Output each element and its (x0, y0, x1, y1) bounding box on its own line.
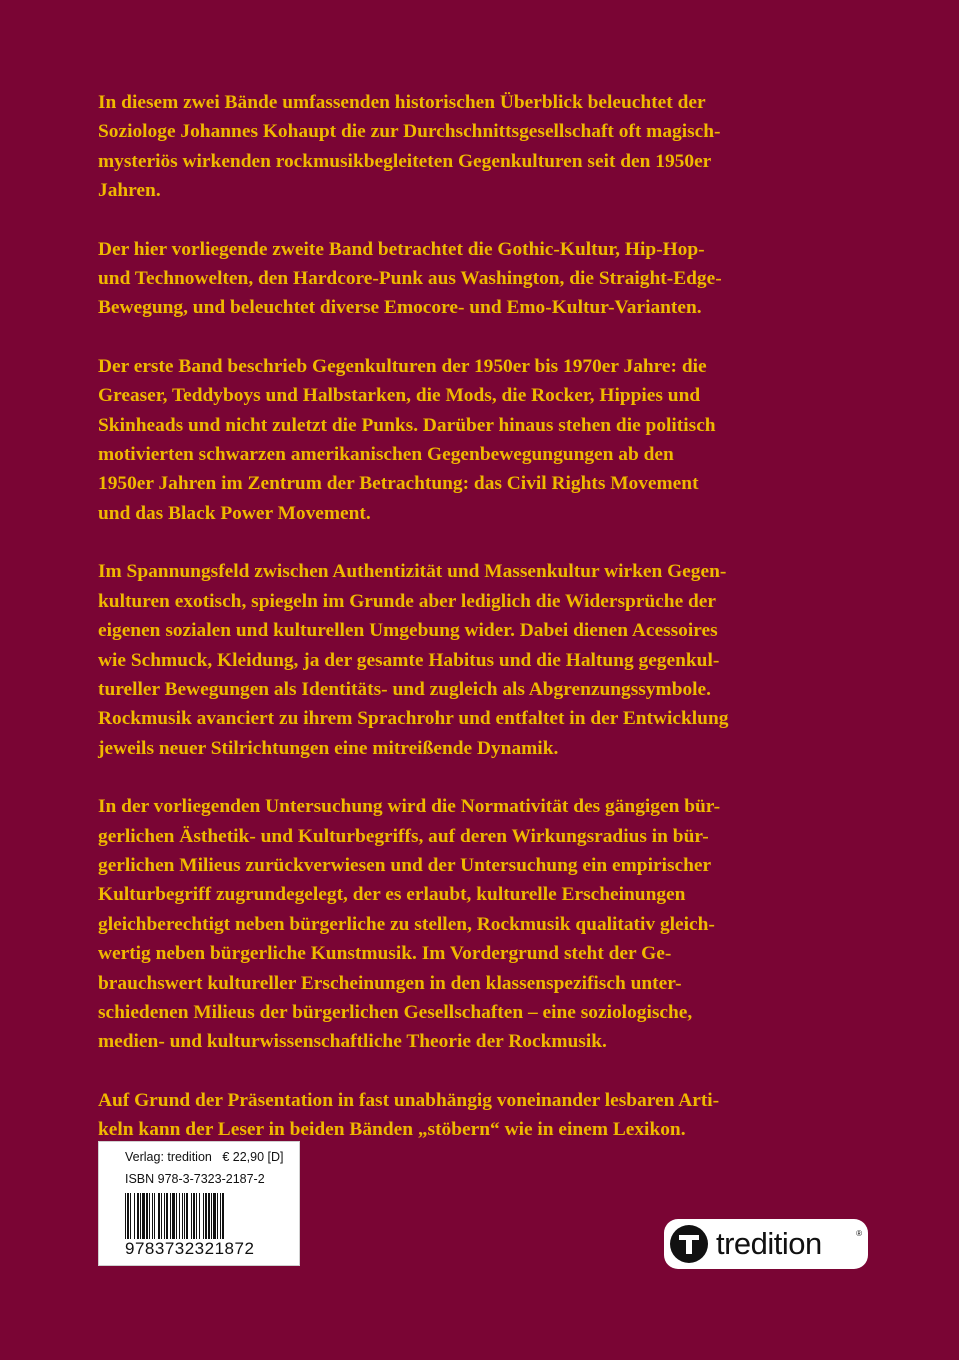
text-line: Auf Grund der Präsentation in fast unabhängig voneinander lesbaren Arti- (98, 1089, 720, 1111)
text-line: und Technowelten, den Hardcore-Punk aus Washington, die Straight-Edge- (98, 268, 722, 290)
logo-wordmark: tredition (716, 1226, 822, 1261)
registered-mark: ® (856, 1229, 862, 1238)
text-line: mysteriös wirkenden rockmusikbegleiteten Gegenkulturen seit den 1950er (98, 150, 712, 172)
text-line: jeweils neuer Stilrichtungen eine mitreißende Dynamik. (98, 737, 559, 759)
text-line: Im Spannungsfeld zwischen Authentizität und Massenkultur wirken Gegen- (98, 561, 727, 583)
text-line: schiedenen Milieus der bürgerlichen Gesellschaften – eine soziologische, (98, 1001, 693, 1023)
text-line: In der vorliegenden Untersuchung wird die Normativität des gängigen bür- (98, 796, 721, 818)
publisher-logo (664, 1219, 868, 1269)
paragraph-1 (98, 88, 878, 206)
text-line: Bewegung, und beleuchtet diverse Emocore- und Emo-Kultur-Varianten. (98, 297, 702, 319)
text-line: wertig neben bürgerliche Kunstmusik. Im Vordergrund steht der Ge- (98, 943, 672, 965)
back-cover-blurb (98, 88, 878, 1174)
text-line: Kulturbegriff zugrundegelegt, der es erlaubt, kulturelle Erscheinungen (98, 884, 686, 906)
price-isbn-box (98, 1141, 300, 1266)
text-line: 1950er Jahren im Zentrum der Betrachtung: das Civil Rights Movement (98, 473, 699, 495)
text-line: tureller Bewegungen als Identitäts- und zugleich als Abgrenzungssymbole. (98, 678, 712, 700)
text-line: keln kann der Leser in beiden Bänden „stöbern“ wie in einem Lexikon. (98, 1119, 686, 1141)
text-line: wie Schmuck, Kleidung, ja der gesamte Habitus und die Haltung gegenkul- (98, 649, 720, 671)
paragraph-5 (98, 792, 878, 1057)
text-line: gerlichen Ästhetik- und Kulturbegriffs, auf deren Wirkungsradius in bür- (98, 825, 709, 847)
barcode-icon (125, 1193, 277, 1239)
text-line: Greaser, Teddyboys und Halbstarken, die Mods, die Rocker, Hippies und (98, 385, 701, 407)
text-line: brauchswert kultureller Erscheinungen in den klassenspezifisch unter- (98, 972, 682, 994)
publisher-label: Verlag: tredition (125, 1150, 212, 1164)
barcode-digits: 9783732321872 (125, 1239, 255, 1258)
paragraph-4 (98, 557, 878, 763)
text-line: In diesem zwei Bände umfassenden historischen Überblick beleuchtet der (98, 92, 706, 113)
text-line: Jahren. (98, 180, 161, 202)
text-line: Soziologe Johannes Kohaupt die zur Durchschnittsgesellschaft oft magisch- (98, 121, 721, 143)
isbn-label: ISBN 978-3-7323-2187-2 (125, 1172, 265, 1186)
text-line: Rockmusik avanciert zu ihrem Sprachrohr und entfaltet in der Entwicklung (98, 708, 729, 730)
text-line: motivierten schwarzen amerikanischen Gegenbewegungungen ab den (98, 444, 674, 466)
paragraph-6 (98, 1086, 878, 1145)
text-line: medien- und kulturwissenschaftliche Theorie der Rockmusik. (98, 1031, 607, 1053)
tredition-t-icon (670, 1225, 708, 1263)
text-line: gerlichen Milieus zurückverwiesen und der Untersuchung ein empirischer (98, 854, 712, 876)
text-line: Skinheads und nicht zuletzt die Punks. Darüber hinaus stehen die politisch (98, 414, 716, 436)
text-line: und das Black Power Movement. (98, 502, 371, 524)
text-line: Der erste Band beschrieb Gegenkulturen der 1950er bis 1970er Jahre: die (98, 355, 707, 377)
publisher-price-line (125, 1150, 299, 1165)
text-line: kulturen exotisch, spiegeln im Grunde aber lediglich die Widersprüche der (98, 590, 717, 612)
text-line: gleichberechtigt neben bürgerliche zu stellen, Rockmusik qualitativ gleich- (98, 913, 715, 935)
text-line: Der hier vorliegende zweite Band betrachtet die Gothic-Kultur, Hip-Hop- (98, 238, 705, 260)
price-label: € 22,90 [D] (222, 1150, 284, 1164)
paragraph-3 (98, 352, 878, 528)
text-line: eigenen sozialen und kulturellen Umgebung wider. Dabei dienen Acessoires (98, 620, 718, 642)
paragraph-2 (98, 235, 878, 323)
